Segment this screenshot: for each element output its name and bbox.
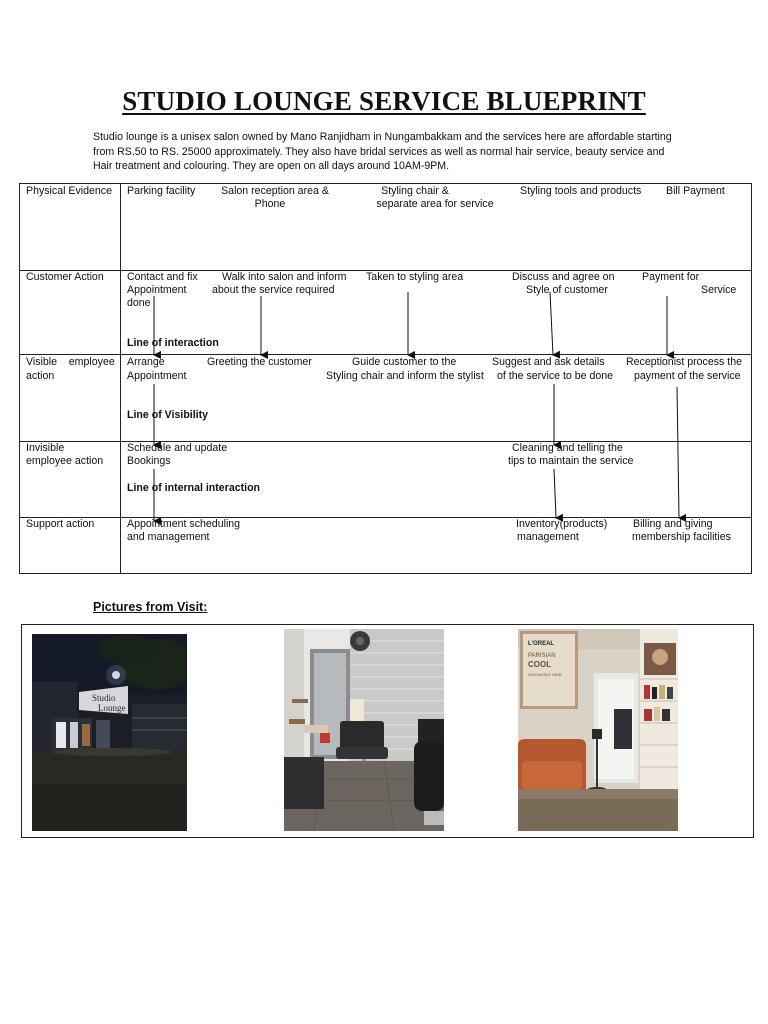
row-label-invisible-employee: Invisible [26, 442, 65, 454]
flow-arrows [20, 184, 753, 575]
visible-arrange: Appointment [127, 370, 187, 382]
customer-contact: Contact and fix [127, 271, 198, 283]
storefront-sign-line-1: Studio [92, 693, 116, 703]
row-label-support-action: Support action [26, 518, 95, 530]
support-inventory: Inventory(products) [516, 518, 608, 530]
poster-text-line-2: COOL [528, 660, 552, 669]
visible-suggest: Suggest and ask details [492, 356, 605, 368]
customer-contact: done [127, 297, 151, 309]
intro-line: from RS.50 to RS. 25000 approximately. They also have bridal services as well as normal hair service, beauty service and [93, 145, 665, 158]
row-label-physical-evidence: Physical Evidence [26, 185, 112, 197]
customer-payment: Service [701, 284, 737, 296]
visible-guide: Guide customer to the [352, 356, 457, 368]
visible-suggest: of the service to be done [497, 370, 614, 382]
customer-walk-in: about the service required [212, 284, 335, 296]
arrow-receptionist-to-billing [677, 387, 679, 518]
visible-receptionist: Receptionist process the [626, 356, 743, 368]
customer-contact: Appointment [127, 284, 187, 296]
row-label-visible-employee: action [26, 370, 55, 382]
customer-styling-area: Taken to styling area [366, 271, 464, 283]
evidence-reception: Phone [254, 198, 286, 210]
invisible-cleaning: Cleaning and telling the [512, 442, 623, 454]
styling-chair-photo [284, 629, 444, 831]
arrow-cleaning-to-inventory [554, 469, 556, 518]
intro-paragraph [93, 130, 683, 174]
reception-area-photo [518, 629, 678, 831]
visible-receptionist: payment of the service [634, 370, 741, 382]
poster-brand-text: L'OREAL [528, 641, 555, 647]
pictures-heading: Pictures from Visit: [93, 600, 208, 614]
line-of-interaction-label: Line of interaction [127, 337, 219, 349]
support-appointment: Appointment scheduling [127, 518, 241, 530]
customer-walk-in: Walk into salon and inform [222, 271, 347, 283]
invisible-cleaning: tips to maintain the service [508, 455, 634, 467]
visible-greeting: Greeting the customer [207, 356, 312, 368]
support-billing: membership facilities [632, 531, 731, 543]
evidence-styling-chair: separate area for service [376, 198, 494, 210]
visible-guide: Styling chair and inform the stylist [326, 370, 484, 382]
customer-discuss-style: Discuss and agree on [512, 271, 615, 283]
salon-storefront-photo [32, 634, 187, 831]
customer-payment: Payment for [642, 271, 700, 283]
support-appointment: and management [127, 531, 210, 543]
intro-line: Studio lounge is a unisex salon owned by Mano Ranjidham in Nungambakkam and the services here are affordable starting [93, 131, 672, 143]
row-label-invisible-employee: employee action [26, 455, 104, 467]
invisible-schedule: Schedule and update [127, 442, 228, 454]
poster-text-line-3: HOCHA BLE HAIR [528, 672, 562, 677]
customer-discuss-style: Style of customer [526, 284, 608, 296]
evidence-bill-payment: Bill Payment [666, 185, 725, 197]
page-title: STUDIO LOUNGE SERVICE BLUEPRINT [122, 86, 646, 116]
poster-text-line-1: PARISIAN [528, 653, 556, 659]
visible-arrange: Arrange [127, 356, 165, 368]
storefront-sign-line-2: Lounge [98, 703, 126, 713]
row-label-visible-employee: Visible employee [26, 356, 115, 368]
invisible-schedule: Bookings [127, 455, 171, 467]
evidence-styling-chair: Styling chair & [381, 185, 449, 197]
support-inventory: management [517, 531, 579, 543]
photo-gallery [21, 624, 754, 838]
evidence-styling-tools: Styling tools and products [520, 185, 642, 197]
line-of-visibility-label: Line of Visibility [127, 409, 209, 421]
service-blueprint-table [19, 183, 752, 574]
row-label-customer-action: Customer Action [26, 271, 104, 283]
intro-line: Hair treatment and colouring. They are open on all days around 10AM-9PM. [93, 160, 450, 172]
evidence-parking: Parking facility [127, 185, 196, 197]
line-of-internal-interaction-label: Line of internal interaction [127, 482, 261, 494]
arrow-discuss-to-suggest [550, 292, 553, 355]
support-billing: Billing and giving [633, 518, 713, 530]
evidence-reception: Salon reception area & [221, 185, 329, 197]
